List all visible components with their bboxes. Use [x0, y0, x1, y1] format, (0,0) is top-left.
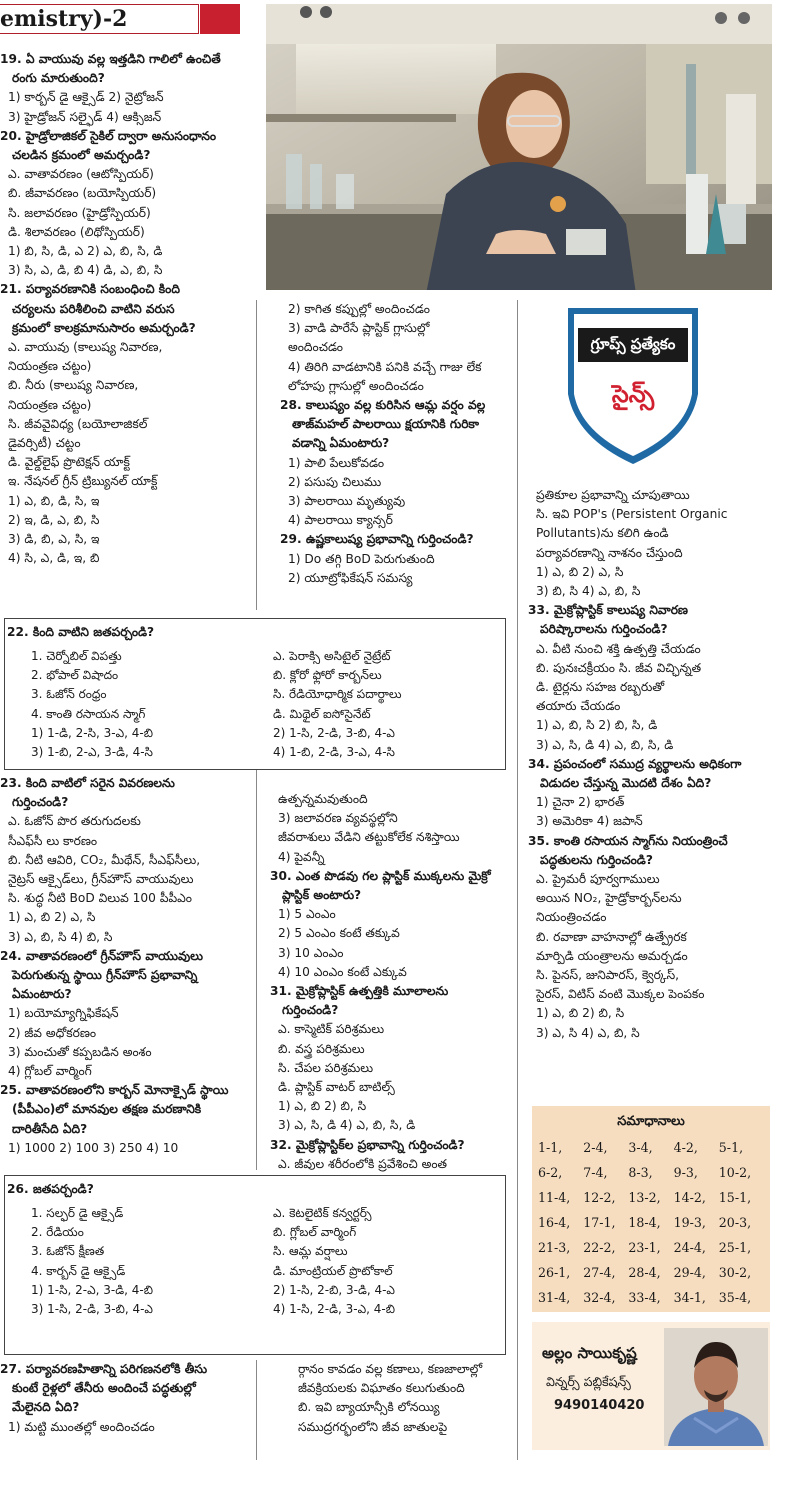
column1-middle: [0, 774, 255, 1158]
option-line: ఉత్పన్నమవుతుంది: [278, 792, 368, 806]
option-line: ఇ. నేషనల్ గ్రీన్ ట్రిబ్యునల్ యాక్ట్: [8, 474, 158, 489]
answer-item: 23-1,: [628, 1240, 661, 1255]
author-box: [532, 1322, 770, 1450]
match-right-item: సి. రేడియోధార్మిక పదార్థాలు: [273, 687, 402, 702]
question-line: గుర్తించండి?: [12, 795, 69, 810]
option-line: ఎ. జీవుల శరీరంలోకి ప్రవేశించి అంత: [278, 1156, 448, 1171]
option-line: 2) పసుపు చిలుము: [288, 474, 382, 489]
option-line: 1) కార్బన్ డై ఆక్సైడ్ 2) నైట్రోజన్: [8, 90, 164, 105]
option-line: తయారు చేయడం: [536, 699, 621, 714]
author-photo: [664, 1328, 768, 1446]
question-line: 28. కాలుష్యం వల్ల కురిసిన ఆమ్ల వర్షం వల్ల: [280, 398, 486, 413]
option-line: 1) ఎ, బి, డి, సి, ఇ: [8, 493, 100, 508]
author-phone: 9490140420: [554, 1398, 645, 1413]
question-line: గుర్తించండి?: [282, 1003, 339, 1018]
match-left-item: 3) 1-బి, 2-ఎ, 3-డి, 4-సి: [31, 745, 153, 760]
match-left-item: 3. ఓజోన్ రంధ్రం: [31, 687, 107, 702]
question-line: విడుదల చేస్తున్న మొదటి దేశం ఏది?: [540, 776, 712, 791]
answer-item: 35-4,: [718, 1290, 752, 1305]
question-line: పద్ధతులను గుర్తించండి?: [540, 852, 653, 867]
option-line: 1) 1000 2) 100 3) 250 4) 10: [8, 1140, 179, 1155]
match-right-item: ఎ. పెరాక్సి అసిటైల్ నైట్రేట్: [273, 649, 391, 663]
option-line: 4) పాలరాయి క్యాన్సర్: [288, 513, 393, 528]
option-line: 1) చైనా 2) భారత్: [536, 795, 625, 810]
answer-item: 33-4,: [628, 1290, 661, 1305]
answer-item: 17-1,: [583, 1215, 616, 1230]
column1-bottom: [0, 1360, 255, 1437]
question-line: వడాన్ని ఏమంటారు?: [292, 436, 390, 451]
question-line: కుంటే రైళ్లలో తేనీరు అందించే పద్ధతుల్లో: [12, 1381, 196, 1396]
match-right-item: డి. మిథైల్ ఐసోసైనేట్: [273, 706, 371, 721]
header-accent: [200, 4, 240, 34]
author-org: విన్నర్స్ పబ్లికేషన్స్: [546, 1374, 631, 1389]
match-left-item: 1) 1-డి, 2-సి, 3-ఎ, 4-బి: [31, 725, 153, 740]
option-line: ఎ. వాతావరణం (ఆటోస్పియర్): [8, 167, 154, 182]
option-line: 3) డి, బి, ఎ, సి, ఇ: [8, 532, 100, 547]
answer-item: 1-1,: [538, 1140, 563, 1155]
question-line: 25. వాతావరణంలోని కార్బన్ మోనాక్సైడ్ స్థాయి: [0, 1083, 229, 1098]
option-line: Pollutants)ను కలిగి ఉండి: [536, 526, 669, 541]
match-left-item: 2. భోపాల్ విషాదం: [31, 668, 119, 683]
question-line: ప్లాస్టిక్ అంటారు?: [282, 888, 362, 903]
option-line: 4) గ్లోబల్ వార్మింగ్: [8, 1064, 92, 1079]
question-line: 33. మైక్రోప్లాస్టిక్ కాలుష్య నివారణ: [528, 603, 688, 618]
option-line: డి. వైల్డ్‌లైఫ్ ప్రొటెక్షన్ యాక్ట్: [8, 455, 130, 470]
question-line: చలడిన క్రమంలో అమర్చండి?: [12, 148, 151, 163]
option-line: 1) ఎ, బి 2) బి, సి: [536, 1006, 625, 1021]
answers-box: [532, 1106, 770, 1312]
option-line: 3) మంచుతో కప్పబడిన అంశం: [8, 1044, 152, 1059]
answer-item: 28-4,: [628, 1265, 661, 1280]
option-line: 1) బి, సి, డి, ఎ 2) ఎ, బి, సి, డి: [8, 244, 163, 259]
column2-lower: [270, 790, 516, 1174]
lab-photo-graphic: [266, 4, 772, 290]
option-line: 3) పాలరాయి మృత్యువు: [288, 494, 406, 509]
question-line: 20. హైడ్రోలాజికల్ సైకిల్ ద్వారా అనుసంధానం: [0, 128, 217, 143]
option-line: నియంత్రణ చట్టం): [8, 359, 92, 374]
answer-item: 27-4,: [583, 1265, 616, 1280]
option-line: బి. నీటి ఆవిరి, CO₂, మీథేన్, సీఎఫ్‌సీలు,: [8, 852, 201, 867]
question-line: 30. ఎంత పొడవు గల ప్లాస్టిక్ ముక్కలను మైక్రో: [270, 868, 491, 883]
option-line: సముద్రగర్భంలోని జీవ జాతులపై: [298, 1419, 448, 1434]
option-line: డి. శిలావరణం (లిథోస్పియర్): [8, 224, 145, 239]
match-left-item: 4. కార్బన్ డై ఆక్సైడ్: [31, 1263, 126, 1278]
question-line: 19. ఏ వాయువు వల్ల ఇత్తడిని గాలిలో ఉంచితే: [0, 52, 221, 66]
column2-bottom: [290, 1360, 515, 1437]
question-line: 34. ప్రపంచంలో సముద్ర వ్యర్థాలను అధికంగా: [528, 756, 742, 771]
option-line: 3) ఎ, సి, డి 4) ఎ, బి, సి, డి: [536, 737, 674, 752]
option-line: ఎ. ప్రైమరీ పూర్వగాములు: [536, 872, 660, 887]
answer-item: 4-2,: [673, 1140, 698, 1155]
question22-title: 22. కింది వాటిని జతపర్చండి?: [7, 625, 155, 639]
match-right-item: 2) 1-సి, 2-డి, 3-బి, 4-ఎ: [273, 725, 395, 740]
answer-item: 2-4,: [583, 1140, 608, 1155]
option-line: 2) కాగిత కప్పుల్లో అందించడం: [288, 302, 430, 316]
option-line: 3) 10 ఎంఎం: [278, 945, 344, 960]
answer-item: 12-2,: [583, 1190, 616, 1205]
option-line: లోహపు గ్లాసుల్లో అందించడం: [288, 378, 424, 393]
question26-table: [31, 1204, 395, 1319]
question-line: 23. కింది వాటిలో సరైన వివరణలను: [0, 776, 175, 790]
match-left-item: 1. చెర్నోబిల్ విపత్తు: [31, 649, 122, 663]
answer-item: 5-1,: [718, 1140, 744, 1155]
author-name: అల్లం సాయికృష్ణ: [542, 1344, 637, 1362]
option-line: అందించడం: [288, 340, 343, 355]
option-line: ఎ. వీటి నుంచి శక్తి ఉత్పత్తి చేయడం: [536, 641, 701, 656]
answer-item: 30-2,: [718, 1265, 752, 1280]
answer-item: 18-4,: [628, 1215, 661, 1230]
column-divider-1: [256, 300, 257, 610]
option-line: 1) మట్టి ముంతల్లో అందించడం: [8, 1419, 155, 1434]
option-line: నియంత్రించడం: [536, 910, 607, 925]
option-line: జీవక్రియలకు విఘాతం కలుగుతుంది: [298, 1381, 465, 1396]
option-line: డి. ప్లాస్టిక్ వాటర్ బాటిల్స్: [278, 1080, 395, 1095]
option-line: అయిన NO₂, హైడ్రోకార్బన్‌లను: [536, 891, 682, 906]
question-line: దారితీసేది ఏది?: [12, 1121, 88, 1136]
option-line: 1) ఎ, బి 2) ఎ, సి: [536, 564, 624, 579]
column-divider-1b: [256, 770, 257, 1170]
answers-title: సమాధానాలు: [617, 1114, 685, 1129]
question22-box: [4, 618, 506, 770]
question22-table: [31, 647, 402, 762]
question-line: 24. వాతావరణంలో గ్రీన్‌హౌస్ వాయువులు: [0, 948, 204, 963]
question-line: పరిష్కారాలను గుర్తించండి?: [540, 622, 668, 637]
option-line: 1) ఎ, బి 2) ఎ, సి: [8, 910, 96, 925]
question-line: పెరుగుతున్న స్థాయి గ్రీన్‌హౌస్ ప్రభావాన్ని: [12, 968, 198, 983]
question26-title: 26. జతపర్చండి?: [7, 1182, 94, 1196]
option-line: ఎ. వాయువు (కాలుష్య నివారణ,: [8, 340, 163, 355]
option-line: 1) పాలి పేలుకోవడం: [288, 455, 385, 470]
answers-grid: [532, 1140, 770, 1305]
answer-item: 32-4,: [583, 1290, 616, 1305]
answer-item: 10-2,: [718, 1165, 752, 1180]
option-line: ఎ. ఓజోన్ పొర తరుగుదలకు: [8, 814, 141, 829]
option-line: 3) బి, సి 4) ఎ, బి, సి: [536, 584, 641, 599]
option-line: 3) అమెరికా 4) జపాన్: [536, 814, 643, 829]
answer-item: 3-4,: [628, 1140, 653, 1155]
match-left-item: 2. రేడియం: [31, 1225, 84, 1240]
match-right-item: డి. మాంట్రియల్ ప్రొటోకాల్: [273, 1263, 393, 1278]
answer-item: 6-2,: [538, 1165, 563, 1180]
match-right-item: సి. ఆమ్ల వర్షాలు: [273, 1244, 348, 1259]
answer-item: 7-4,: [583, 1165, 608, 1180]
match-left-item: 1) 1-సి, 2-ఎ, 3-డి, 4-బి: [31, 1282, 153, 1297]
option-line: బి. ఇవి బ్యాయాన్సీకి లోనయ్యి: [298, 1400, 440, 1415]
question-line: 31. మైక్రోప్లాస్టిక్ ఉత్పత్తికి మూలాలను: [270, 984, 449, 999]
option-line: 3) వాడి పారేసే ప్లాస్టిక్ గ్లాసుల్లో: [288, 321, 430, 336]
option-line: బి. జీవావరణం (బయోస్పియర్): [8, 186, 157, 201]
header-title: emistry)-2: [0, 6, 128, 32]
option-line: డైవర్సిటీ) చట్టం: [8, 436, 81, 451]
option-line: ఎ. కాస్మెటిక్ పరిశ్రమలు: [278, 1022, 385, 1037]
question-line: (పీపీఎం)లో మానవుల తక్షణ మరణానికి: [12, 1102, 202, 1117]
answer-item: 11-4,: [538, 1190, 571, 1205]
question-line: 29. ఉష్ణకాలుష్య ప్రభావాన్ని గుర్తించండి?: [280, 532, 474, 547]
option-line: 1) ఎ, బి, సి 2) బి, సి, డి: [536, 718, 658, 733]
answer-item: 24-4,: [673, 1240, 706, 1255]
question26-box: [4, 1175, 506, 1355]
match-right-item: 2) 1-సి, 2-బి, 3-డి, 4-ఎ: [273, 1282, 395, 1297]
option-line: 3) సి, ఎ, డి, బి 4) డి, ఎ, బి, సి: [8, 263, 163, 278]
option-line: 1) ఎ, బి 2) బి, సి: [278, 1099, 367, 1114]
option-line: 4) తిరిగి వాడటానికి పనికి వచ్చే గాజు లేక: [288, 359, 482, 374]
option-line: బి. రవాణా వాహనాల్లో ఉత్ప్రేరక: [536, 929, 687, 944]
column3: [528, 486, 778, 1043]
option-line: 3) ఎ, బి, సి 4) బి, సి: [8, 929, 113, 944]
option-line: నైట్రస్ ఆక్సైడ్‌లు, గ్రీన్‌హౌస్ వాయువులు: [8, 872, 194, 887]
option-line: 4) 10 ఎంఎం కంటే ఎక్కువ: [278, 964, 407, 979]
option-line: సి. పైనస్, జునిపారస్, క్వెర్కస్,: [536, 968, 680, 983]
option-line: 1) బయోమ్యాగ్నిఫికేషన్: [8, 1006, 119, 1021]
match-left-item: 1. సల్ఫర్ డై ఆక్సైడ్: [31, 1206, 124, 1220]
answer-item: 16-4,: [538, 1215, 571, 1230]
option-line: సి. జలావరణం (హైడ్రోస్పియర్): [8, 205, 151, 220]
option-line: 3) జలావరణ వ్యవస్థల్లోని: [278, 811, 398, 826]
option-line: 3) ఎ, సి 4) ఎ, బి, సి: [536, 1025, 640, 1040]
match-right-item: బి. గ్లోబల్ వార్మింగ్: [273, 1225, 357, 1240]
option-line: సి. జీవవైవిధ్య (బయోలాజికల్: [8, 416, 148, 431]
option-line: డి. టైర్లను సహజ రబ్బరుతో: [536, 680, 665, 695]
question-line: రంగు మారుతుంది?: [12, 71, 105, 86]
option-line: ప్రతికూల ప్రభావాన్ని చూపుతాయి: [536, 488, 690, 502]
option-line: 3) హైడ్రోజన్ సల్ఫైడ్ 4) ఆక్సిజన్: [8, 109, 162, 124]
question-line: 21. పర్యావరణానికి సంబంధించి కింది: [0, 282, 180, 297]
option-line: 2) 5 ఎంఎం కంటే తక్కువ: [278, 926, 400, 941]
answer-item: 31-4,: [538, 1290, 571, 1305]
answer-item: 19-3,: [673, 1215, 706, 1230]
question-line: 35. కాంతి రసాయన స్మాగ్‌ను నియంత్రించే: [528, 833, 728, 848]
option-line: 2) జీవ అధోకరణం: [8, 1025, 97, 1040]
option-line: జీవరాశులు వేడిని తట్టుకోలేక నశిస్తాయి: [278, 830, 460, 845]
match-right-item: 4) 1-సి, 2-డి, 3-ఎ, 4-బి: [273, 1302, 395, 1317]
question-line: తాజ్‌మహల్ పాలరాయి క్షయానికి గురికా: [292, 417, 479, 432]
option-line: సి. శుద్ధ నీటి BoD విలువ 100 పీపీఎం: [8, 891, 192, 906]
groups-special-badge: [564, 300, 702, 468]
match-right-item: బి. క్లోరో ఫ్లోరో కార్బన్‌లు: [273, 668, 382, 683]
option-line: మార్పిడి యంత్రాలను అమర్చడం: [536, 948, 688, 963]
column2-middle: [280, 300, 515, 588]
option-line: సి. చేపల పరిశ్రమలు: [278, 1060, 374, 1075]
answer-item: 20-3,: [718, 1215, 752, 1230]
column-divider-2: [517, 300, 518, 1460]
badge-line2: సైన్స్: [611, 380, 655, 408]
answer-item: 26-1,: [538, 1265, 571, 1280]
option-line: పర్యావరణాన్ని నాశనం చేస్తుంది: [536, 545, 683, 560]
question-line: చర్యలను పరిశీలించి వాటిని వరుస: [12, 301, 175, 316]
question-line: క్రమంలో కాలక్రమానుసారం అమర్చండి?: [12, 320, 196, 335]
answer-item: 15-1,: [718, 1190, 752, 1205]
match-right-item: 4) 1-బి, 2-డి, 3-ఎ, 4-సి: [273, 745, 395, 760]
match-left-item: 4. కాంతి రసాయన స్మాగ్: [31, 706, 146, 721]
answer-item: 25-1,: [718, 1240, 752, 1255]
question-line: 32. మైక్రోప్లాస్టిక్‌ల ప్రభావాన్ని గుర్తించండి?: [270, 1137, 465, 1152]
column-divider-1c: [256, 1360, 257, 1460]
option-line: 4) సి, ఎ, డి, ఇ, బి: [8, 551, 100, 566]
option-line: 2) ఇ, డి, ఎ, బి, సి: [8, 512, 100, 527]
option-line: బి. పునఃచక్రీయం సి. జీవ విచ్ఛిన్నత: [536, 660, 702, 675]
badge-line1: గ్రూప్స్ ప్రత్యేకం: [590, 335, 676, 353]
option-line: సైరస్, విటిస్ వంటి మొక్కల పెంపకం: [536, 987, 705, 1002]
option-line: 1) 5 ఎంఎం: [278, 907, 336, 922]
answer-item: 22-2,: [583, 1240, 616, 1255]
question-line: 27. పర్యావరణహితాన్ని పరిగణనలోకి తీసు: [0, 1362, 208, 1376]
column1-top: [0, 50, 250, 568]
answer-item: 8-3,: [628, 1165, 653, 1180]
page-header: [0, 0, 240, 34]
answer-item: 21-3,: [538, 1240, 571, 1255]
answer-item: 9-3,: [673, 1165, 698, 1180]
option-line: బి. వస్త్ర పరిశ్రమలు: [278, 1041, 365, 1056]
answer-item: 34-1,: [673, 1290, 706, 1305]
option-line: 1) Do తగ్గి BoD పెరుగుతుంది: [288, 551, 435, 566]
option-line: బి. నీరు (కాలుష్య నివారణ,: [8, 378, 139, 393]
answer-item: 29-4,: [673, 1265, 706, 1280]
question-line: మేలైనది ఏది?: [12, 1400, 80, 1415]
option-line: 3) ఎ, సి, డి 4) ఎ, బి, సి, డి: [278, 1118, 416, 1133]
option-line: 2) యూట్రోఫికేషన్ సమస్య: [288, 570, 413, 585]
answer-item: 13-2,: [628, 1190, 661, 1205]
match-right-item: ఎ. కెటలైటిక్ కన్వర్టర్స్: [273, 1206, 372, 1220]
option-line: 4) పైవన్నీ: [278, 849, 325, 864]
match-left-item: 3. ఓజోన్ క్షీణత: [31, 1244, 105, 1259]
lab-photo: [266, 4, 772, 290]
question-line: ఏమంటారు?: [12, 987, 72, 1002]
option-line: నియంత్రణ చట్టం): [8, 397, 92, 412]
match-left-item: 3) 1-సి, 2-డి, 3-బి, 4-ఎ: [31, 1302, 153, 1317]
option-line: ర్గానం కావడం వల్ల కణాలు, కణజాలాల్లో: [298, 1362, 483, 1376]
answer-item: 14-2,: [673, 1190, 706, 1205]
option-line: సీఎఫ్‌సీ లు కారణం: [8, 833, 98, 848]
option-line: సి. ఇవి POP's (Persistent Organic: [536, 507, 728, 522]
